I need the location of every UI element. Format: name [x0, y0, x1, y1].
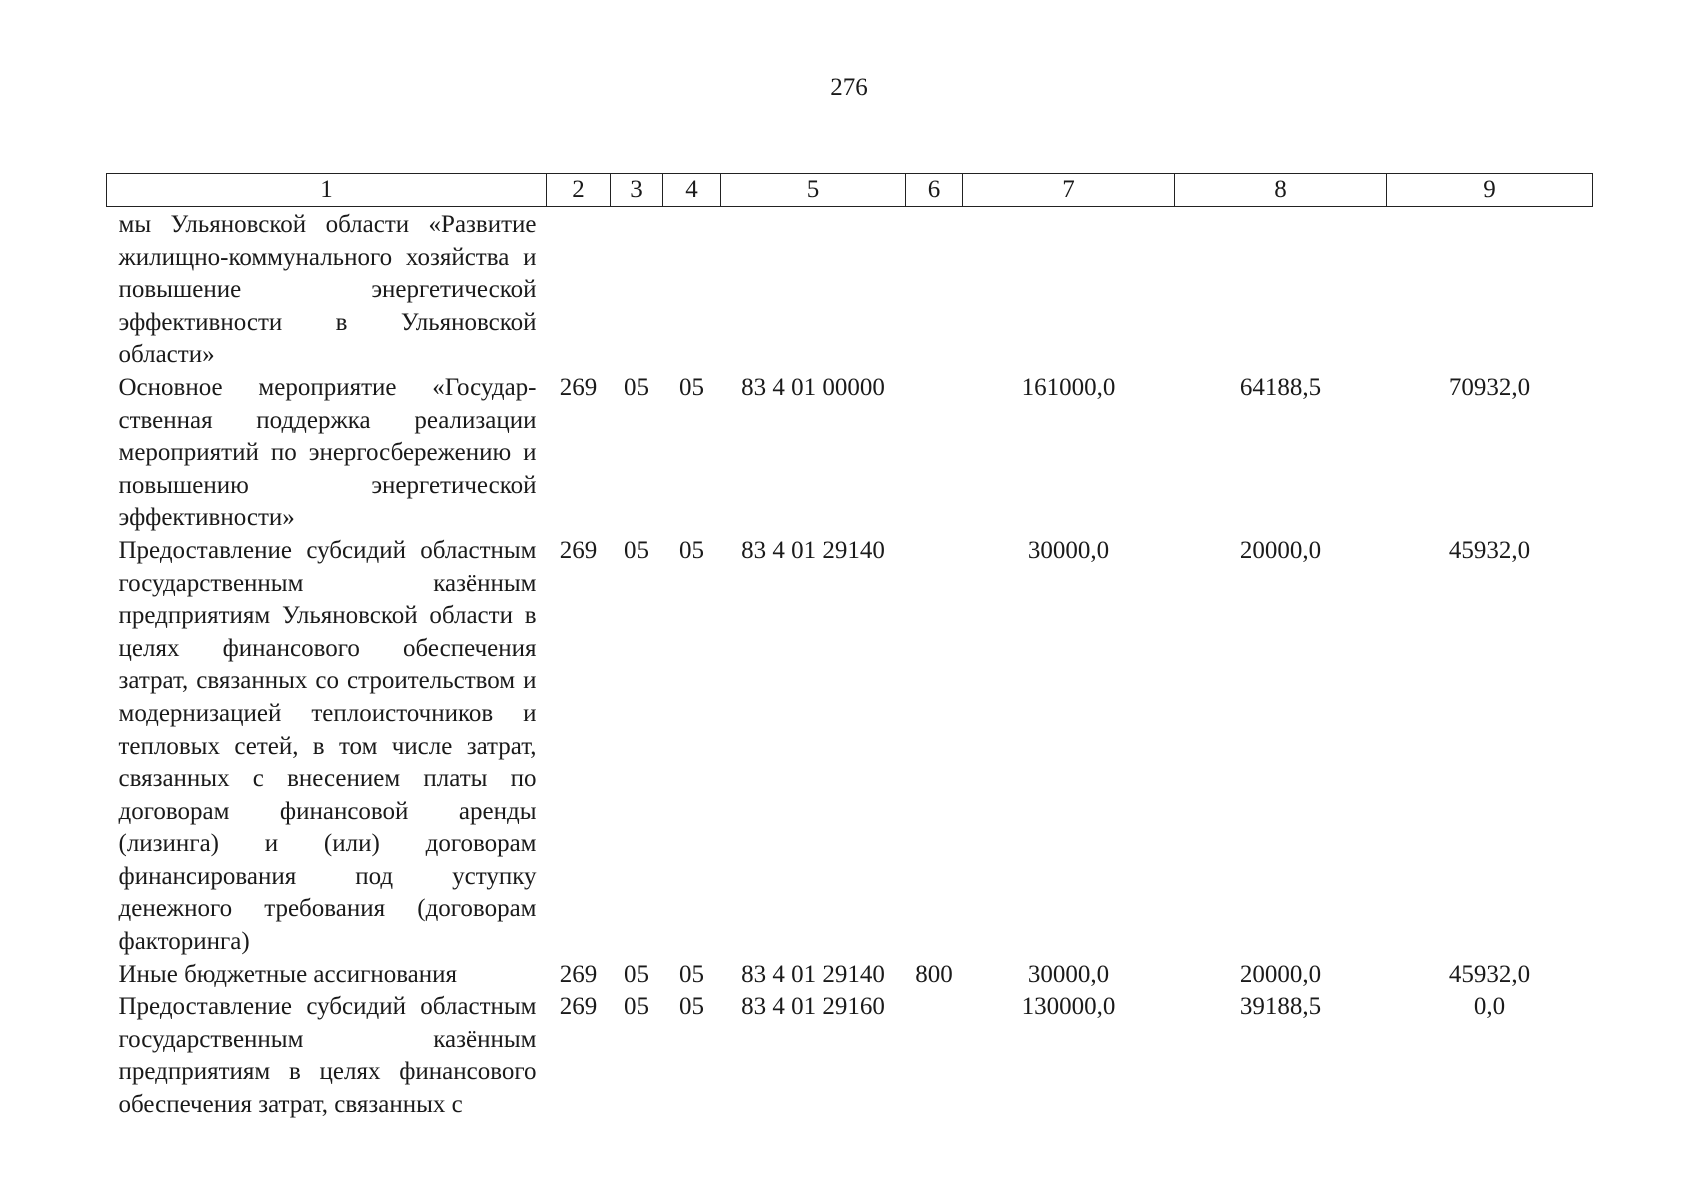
- table-row: [107, 372, 1593, 535]
- budget-table: [106, 173, 1593, 1122]
- header-col-7: 7: [963, 174, 1175, 207]
- cell-amount-col8: 64188,5: [1239, 373, 1322, 401]
- cell-subsection: 05: [679, 960, 704, 988]
- cell-target-article: 83 4 01 29140: [741, 960, 885, 988]
- cell-ministry-code: [547, 207, 611, 372]
- cell-subsection: 05: [679, 373, 704, 401]
- cell-section: 05: [624, 373, 649, 401]
- row-description: Предоставление субсидий областным государственным казённым предприятиям в целях финансового обеспечения затрат, связанных с: [118, 993, 537, 1119]
- cell-expense-type: [906, 535, 963, 959]
- cell-section: 05: [624, 536, 649, 564]
- table-body: [107, 207, 1593, 1122]
- table-header: [107, 174, 1593, 207]
- cell-amount-col7: 30000,0: [1027, 960, 1110, 988]
- header-col-1: 1: [107, 174, 547, 207]
- cell-target-article: 83 4 01 29160: [741, 993, 885, 1021]
- cell-amount-col8: 39188,5: [1239, 993, 1322, 1021]
- cell-amount-col9: 70932,0: [1448, 373, 1531, 401]
- cell-amount-col7: 30000,0: [1027, 536, 1110, 564]
- cell-section: 05: [624, 993, 649, 1021]
- header-col-9: 9: [1387, 174, 1593, 207]
- cell-ministry-code: 269: [559, 536, 598, 564]
- cell-ministry-code: 269: [559, 960, 598, 988]
- table-row: [107, 535, 1593, 959]
- cell-expense-type: 800: [915, 960, 953, 988]
- cell-ministry-code: 269: [559, 993, 598, 1021]
- table-row: [107, 959, 1593, 992]
- page-number: 276: [830, 74, 868, 101]
- cell-amount-col7: 161000,0: [1021, 373, 1116, 401]
- header-col-8: 8: [1175, 174, 1387, 207]
- header-col-2: 2: [547, 174, 611, 207]
- row-description: Предоставление субсидий областным государственным казённым предприятиям Ульяновской области в целях финансового обеспечения затрат, связанных со строительством и модернизацией теплоисточников и тепловых сетей, в том числе затрат, связанных с внесением платы по договорам финансовой аренды (лизинга) и (или) договорам финансирования под уступку денежного требования (договорам факторинга): [118, 536, 537, 956]
- cell-subsection: 05: [679, 536, 704, 564]
- cell-expense-type: [906, 207, 963, 372]
- header-col-6: 6: [906, 174, 963, 207]
- header-col-5: 5: [721, 174, 906, 207]
- cell-amount-col8: [1175, 207, 1387, 372]
- table-row: [107, 991, 1593, 1121]
- cell-amount-col9: [1387, 207, 1593, 372]
- cell-ministry-code: 269: [559, 373, 598, 401]
- row-description: мы Ульяновской области «Развитие жилищно-коммунального хозяйства и повышение энергетической эффективности в Ульяновской области»: [118, 211, 537, 369]
- cell-target-article: 83 4 01 00000: [741, 373, 885, 401]
- cell-subsection: 05: [679, 993, 704, 1021]
- cell-amount-col9: 45932,0: [1448, 536, 1531, 564]
- header-col-4: 4: [663, 174, 721, 207]
- cell-amount-col9: 45932,0: [1448, 960, 1531, 988]
- header-col-3: 3: [611, 174, 663, 207]
- cell-amount-col9: 0,0: [1473, 993, 1506, 1021]
- cell-expense-type: [906, 372, 963, 535]
- cell-amount-col7: [963, 207, 1175, 372]
- cell-amount-col8: 20000,0: [1239, 960, 1322, 988]
- cell-section: [611, 207, 663, 372]
- row-description: Иные бюджетные ассигнования: [118, 960, 458, 988]
- cell-target-article: 83 4 01 29140: [741, 536, 885, 564]
- cell-target-article: [721, 207, 906, 372]
- cell-expense-type: [906, 991, 963, 1121]
- cell-amount-col7: 130000,0: [1021, 993, 1116, 1021]
- table-row: [107, 207, 1593, 372]
- cell-section: 05: [624, 960, 649, 988]
- cell-amount-col8: 20000,0: [1239, 536, 1322, 564]
- cell-subsection: [663, 207, 721, 372]
- row-description: Основное мероприятие «Государственная поддержка реализации мероприятий по энергосбережению и повышению энергетической эффективности»: [118, 373, 537, 532]
- header-row: [107, 174, 1593, 207]
